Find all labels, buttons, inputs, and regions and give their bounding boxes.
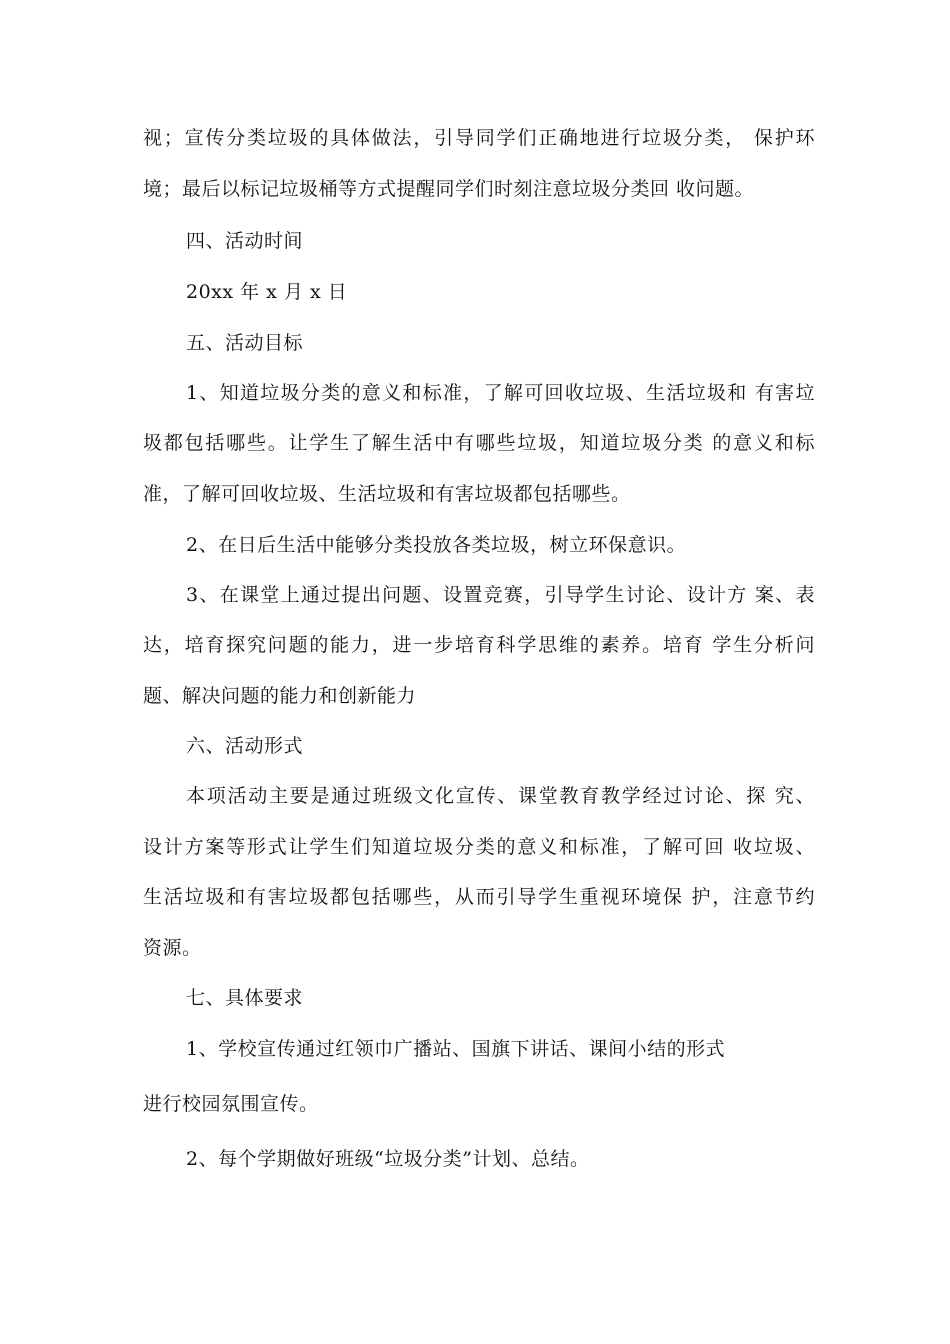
body-text-line: 设计方案等形式让学生们知道垃圾分类的意义和标准，了解可回 收垃圾、 <box>143 836 815 858</box>
section-heading: 五、活动目标 <box>186 332 304 354</box>
body-text-line: 达，培育探究问题的能力，进一步培育科学思维的素养。培育 学生分析问 <box>143 634 815 656</box>
section-heading: 四、活动时间 <box>186 230 304 252</box>
body-text-line: 本项活动主要是通过班级文化宣传、课堂教育教学经过讨论、探 究、 <box>186 785 815 807</box>
body-text-line: 1、学校宣传通过红领巾广播站、国旗下讲话、课间小结的形式 <box>186 1038 726 1060</box>
section-heading: 七、具体要求 <box>186 987 304 1009</box>
body-text-line: 资源。 <box>143 937 202 959</box>
body-text-line: 视；宣传分类垃圾的具体做法，引导同学们正确地进行垃圾分类， 保护环 <box>143 127 815 149</box>
body-text-line: 2、在日后生活中能够分类投放各类垃圾，树立环保意识。 <box>186 534 687 556</box>
body-text-line: 3、在课堂上通过提出问题、设置竞赛，引导学生讨论、设计方 案、表 <box>186 584 815 606</box>
body-text-line: 圾都包括哪些。让学生了解生活中有哪些垃圾，知道垃圾分类 的意义和标 <box>143 432 815 454</box>
body-text-line: 生活垃圾和有害垃圾都包括哪些，从而引导学生重视环境保 护，注意节约 <box>143 886 815 908</box>
body-text-line: 准，了解可回收垃圾、生活垃圾和有害垃圾都包括哪些。 <box>143 483 631 505</box>
body-text-line: 进行校园氛围宣传。 <box>143 1093 319 1115</box>
body-text-line: 1、知道垃圾分类的意义和标准，了解可回收垃圾、生活垃圾和 有害垃 <box>186 382 815 404</box>
body-text-line: 题、解决问题的能力和创新能力 <box>143 685 417 707</box>
body-text-line: 境；最后以标记垃圾桶等方式提醒同学们时刻注意垃圾分类回 收问题。 <box>143 178 755 200</box>
date-line: 20xx 年 x 月 x 日 <box>186 281 348 303</box>
section-heading: 六、活动形式 <box>186 735 304 757</box>
body-text-line: 2、每个学期做好班级“垃圾分类”计划、总结。 <box>186 1148 590 1170</box>
